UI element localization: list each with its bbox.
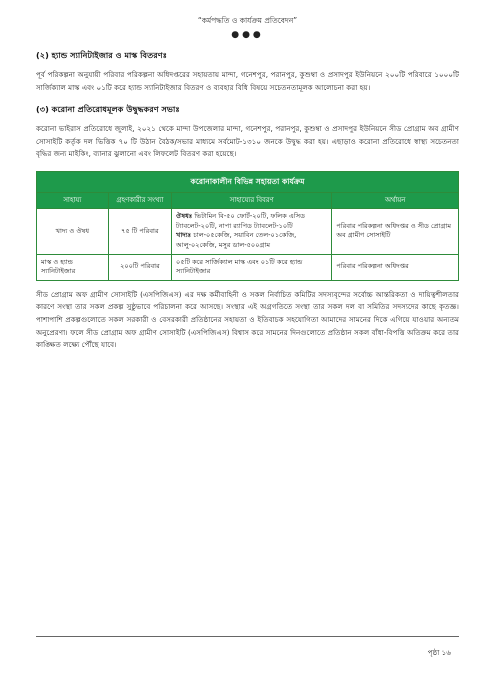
table-cell-description: ০৫টি করে সার্জিক্যাল মাস্ক এবং ০১টি করে হ্যান্ড স্যানিটাইজার xyxy=(172,254,332,280)
page-content xyxy=(36,50,459,362)
detail-medicine-text: ভিটামিন বি-৫০ ফোর্ট-২০টি, ফলিক এসিড ট্যাবলেট-২০টি, নাপা র‌্যাপিড ট্যাবলেট-১০টি xyxy=(176,212,305,230)
table-cell-aid: মাস্ক ও হ্যান্ড স্যানিটাইজার xyxy=(37,254,109,280)
header-dots-ornament: ●●● xyxy=(231,30,264,40)
table-header-recipients: গ্রহণকারীর সংখ্যা xyxy=(108,192,171,209)
table-header-description: সাহায্যের বিবরণ xyxy=(172,192,332,209)
covid-support-table xyxy=(36,171,459,281)
table-cell-count: ৭৫ টি পরিবার xyxy=(108,209,171,254)
detail-food-label: খাদ্যঃ xyxy=(176,231,192,240)
table-header-row xyxy=(37,192,459,209)
footer-divider xyxy=(36,636,459,637)
page-header-title: “কর্মপদ্ধতি ও কার্যক্রম প্রতিবেদন” xyxy=(197,16,298,25)
section-heading-hand-sanitizer-mask: (২) হ্যান্ড স্যানিটাইজার ও মাস্ক বিতরণঃ xyxy=(36,50,168,60)
table-header-aid: সাহায্য xyxy=(37,192,109,209)
table-cell-funding: পরিবার পরিকল্পনা অধিদপ্তর xyxy=(332,254,459,280)
section-heading-awareness-meeting: (৩) করোনা প্রতিরোধমূলক উদ্বুদ্ধকরণ সভাঃ xyxy=(36,104,180,115)
closing-paragraph: সীড প্রোগ্রাম অফ গ্রামীণ সোসাইটি (এসপিজিএস) এর দক্ষ কর্মীবাহিনী ও সকল নির্বাচিত কমিটির সদস্যবৃন্দের সর্বোচ্চ আন্তরিকতা ও দায়িত্বশীলতার কারণে সংস্থা তার সকল প্রকল্প সুষ্ঠুভাবে পরিচালনা করে আসছে। সংস্থার এই অগ্রগতিতে সংস্থা তার সকল দল বা সমিতির সদস্যদের কাছে কৃতজ্ঞ। পাশাপাশি প্রকল্পগুলোতে সকল সরকারী ও বেসরকারী প্রতিষ্ঠানের সহায়তা ও ইতিবাচক সহযোগিতা আমাদের সামনের দিকে এগিয়ে যাওয়ার অন্যতম অনুপ্রেরণা। ফলে সীড প্রোগ্রাম অফ গ্রামীণ সোসাইটি (এসপিজিএস) বিশ্বাস করে সামনের দিনগুলোতে প্রতিষ্ঠান সকল বাঁধা-বিপত্তি অতিক্রম করে তার কাঙ্ক্ষিত লক্ষ্যে পৌঁছে যাবে। xyxy=(36,289,459,350)
table-row xyxy=(37,209,459,254)
table-cell-funding: পরিবার পরিকল্পনা অধিদপ্তর ও সীড প্রোগ্রাম অব গ্রামীণ সোসাইটি xyxy=(332,209,459,254)
detail-medicine-label: ঔষধঃ xyxy=(176,212,193,221)
section-paragraph-awareness-meeting: করোনা ভাইরাস প্রতিরোধে জুলাই, ২০২১ থেকে মান্দা উপজেলার মান্দা, গনেশপুর, পরানপুর, কুশুম্বা ও প্রসাদপুর ইউনিয়নে সীড প্রোগ্রাম অব গ্রামীণ সোসাইটি কর্তৃক দল ভিত্তিক ৭০ টি উঠান বৈঠক/সভার মাধ্যমে সর্বমোট-১৩১০ জনকে উদ্বুদ্ধ করা হয়। এছাড়াও করোনা প্রতিরোধে স্বাস্থ্য সচেতনতা বৃদ্ধির জন্য মাইকিং, ব্যানার ঝুলানো এবং লিফলেট বিতরণ করা হয়েছে। xyxy=(36,124,459,159)
page-number: পৃষ্ঠা ১৬ xyxy=(427,648,451,657)
detail-food-text: চাল-০৫কেজি, সয়াবিন তেল-০১কেজি, আলু-০২কেজি, মসুর ডাল-৫০০গ্রাম xyxy=(176,231,297,249)
table-row xyxy=(37,254,459,280)
table-cell-description xyxy=(172,209,332,254)
section-paragraph-hand-sanitizer-mask: পূর্ব পরিকল্পনা অনুযায়ী পরিবার পরিকল্পনা অধিদপ্তরের সহায়তায় মান্দা, গনেশপুর, পরানপুর, কুশুম্বা ও প্রসাদপুর ইউনিয়নে ২০০টি পরিবারে ১০০০টি সার্জিক্যাল মাস্ক এবং ০১টি করে হ্যান্ড স্যানিটাইজার বিতরণ ও ব্যবহার বিধি বিষয়ে সচেতনতামূলক আলোচনা করা হয়। xyxy=(36,70,459,92)
table-header-funding: অর্থায়ন xyxy=(332,192,459,209)
table-cell-count: ২০০টি পরিবার xyxy=(108,254,171,280)
table-caption: করোনাকালীন বিভিন্ন সহায়তা কার্যক্রম xyxy=(37,171,459,192)
table-cell-aid: খাদ্য ও ঔষধ xyxy=(37,209,109,254)
